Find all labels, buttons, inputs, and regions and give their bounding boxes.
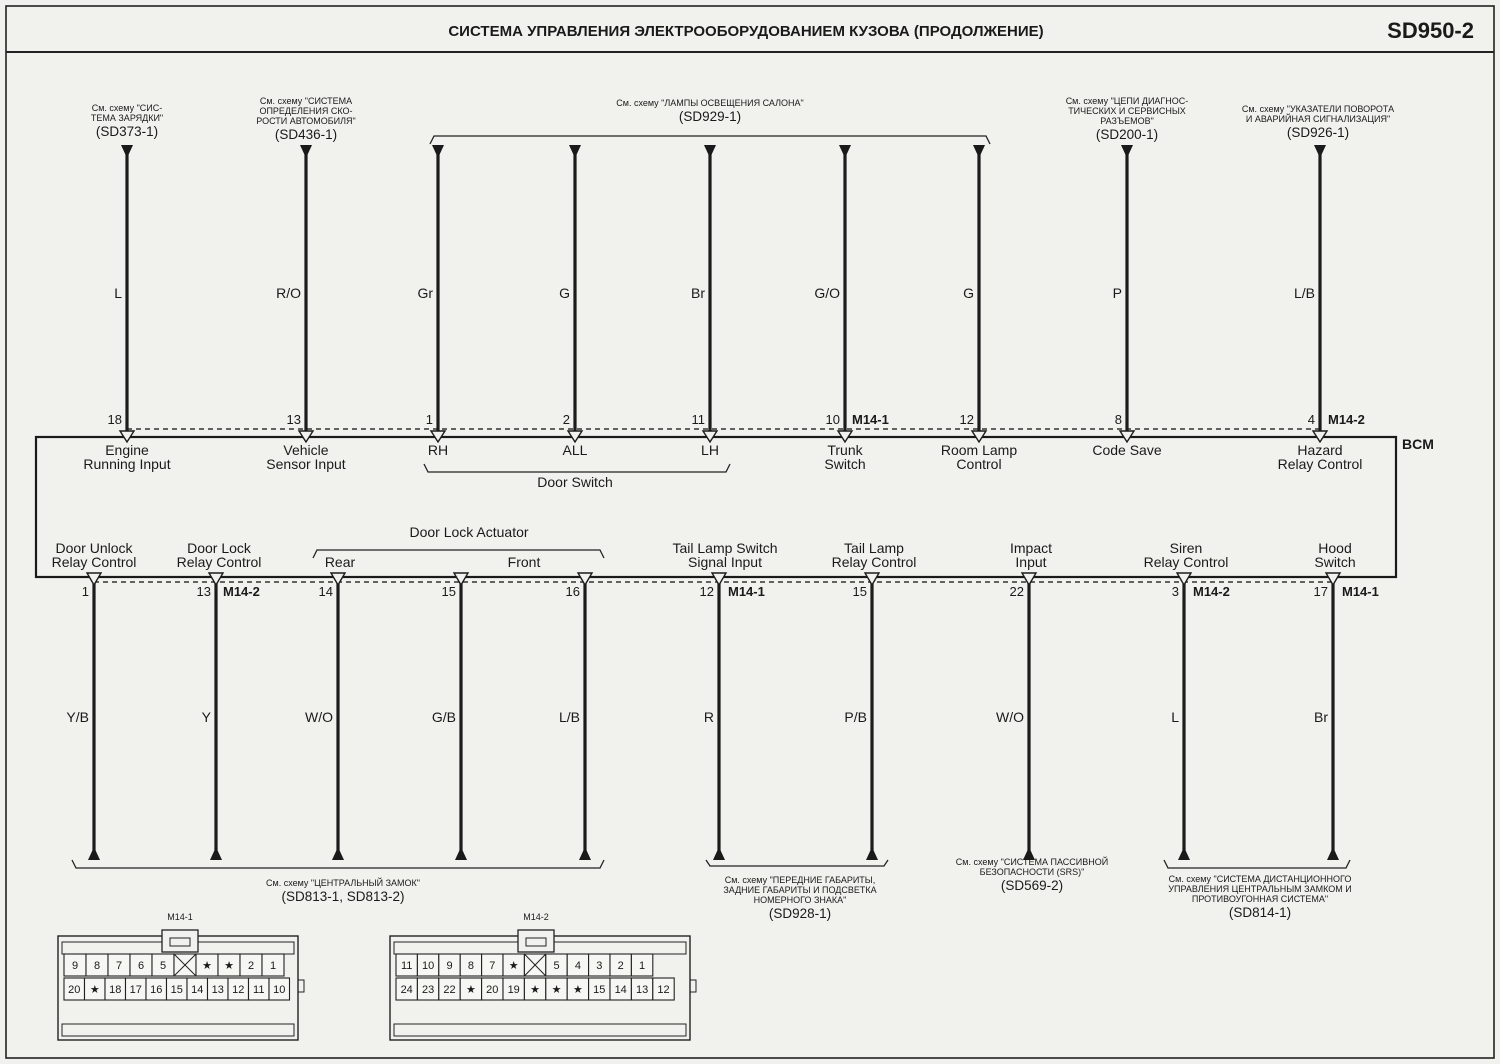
door-lock-actuator-label: Door Lock Actuator (409, 524, 529, 540)
reference-note: ЗАДНИЕ ГАБАРИТЫ И ПОДСВЕТКА (723, 885, 877, 895)
wire-color-label: G (963, 285, 974, 301)
connector-pin-label: 12 (657, 984, 670, 996)
terminal-label: Input (1015, 554, 1047, 570)
reference-code: (SD926-1) (1286, 125, 1350, 140)
wire-end-arrow (569, 145, 581, 158)
reference-note: УПРАВЛЕНИЯ ЦЕНТРАЛЬНЫМ ЗАМКОМ И (1168, 884, 1352, 894)
reference-note: См. схему "СИС- (91, 103, 163, 113)
connector-pin-label: 6 (137, 960, 145, 972)
reference-note: РАЗЪЕМОВ" (1100, 116, 1154, 126)
connector-face-view (58, 912, 304, 1040)
connector-pin-label: ★ (508, 960, 519, 972)
wire-end-arrow (1121, 145, 1133, 158)
connector-pin-label: 10 (273, 984, 286, 996)
connector-id: M14-1 (728, 584, 765, 599)
page-title: СИСТЕМА УПРАВЛЕНИЯ ЭЛЕКТРООБОРУДОВАНИЕМ КУЗОВА (ПРОДОЛЖЕНИЕ) (448, 23, 1044, 40)
connector-pin-label: 22 (443, 984, 456, 996)
terminal-label: Tail Lamp (844, 540, 904, 556)
reference-note: ПРОТИВОУГОННАЯ СИСТЕМА" (1191, 894, 1329, 904)
reference-note: БЕЗОПАСНОСТИ (SRS)" (979, 867, 1085, 877)
connector-id: M14-1 (1342, 584, 1379, 599)
connector-pin-label: 19 (507, 984, 520, 996)
connector-pin-label: 20 (68, 984, 81, 996)
wire-end-arrow (839, 145, 851, 158)
reference-note: См. схему "СИСТЕМА ПАССИВНОЙ (955, 857, 1109, 867)
wire-color-label: R (703, 709, 714, 725)
connector-pin-label: 23 (421, 984, 435, 996)
connector-latch (518, 930, 554, 952)
connector-pin-label: 24 (400, 984, 413, 996)
connector-face-view (390, 912, 696, 1040)
terminal-label: Relay Control (1143, 554, 1229, 570)
wire-end-arrow (210, 847, 222, 860)
wire-color-label: L/B (558, 709, 580, 725)
connector-pin-label: 9 (446, 960, 453, 972)
reference-note: См. схему "ПЕРЕДНИЕ ГАБАРИТЫ, (724, 875, 876, 885)
reference-code: (SD929-1) (678, 109, 742, 124)
reference-code: (SD928-1) (768, 906, 832, 921)
terminal-label: Relay Control (831, 554, 917, 570)
connector-pin-label: 7 (115, 960, 123, 972)
connector-id: M14-2 (223, 584, 260, 599)
wire-color-label: P/B (844, 709, 867, 725)
connector-pin-label: ★ (465, 984, 476, 996)
reference-code: (SD200-1) (1095, 127, 1159, 142)
pin-terminal (87, 573, 101, 585)
terminal-label: Vehicle (283, 442, 329, 458)
reference-note: См. схему "ЛАМПЫ ОСВЕЩЕНИЯ САЛОНА" (616, 98, 804, 108)
pin-number: 16 (565, 584, 580, 599)
reference-code: (SD373-1) (95, 124, 159, 139)
connector-pin-label: 4 (574, 960, 581, 972)
wire-color-label: Br (1314, 709, 1328, 725)
bottom-wires (52, 540, 1379, 860)
pin-terminal (209, 573, 223, 585)
wire-color-label: W/O (996, 709, 1024, 725)
connector-pin-label: 5 (159, 960, 167, 972)
pin-number: 12 (959, 412, 974, 427)
connector-pin-label: 12 (232, 984, 245, 996)
pin-terminal (1022, 573, 1036, 585)
bcm-label: BCM (1402, 436, 1434, 452)
wire-end-arrow (1178, 847, 1190, 860)
pin-number: 15 (441, 584, 456, 599)
tail-lamp-bracket (706, 860, 888, 866)
terminal-label: Code Save (1092, 442, 1162, 458)
connector-pin-label: 5 (553, 960, 560, 972)
pin-number: 13 (196, 584, 211, 599)
reference-code: (SD569-2) (1000, 878, 1064, 893)
pin-terminal (454, 573, 468, 585)
terminal-label: Relay Control (51, 554, 137, 570)
wire-color-label: G/O (814, 285, 840, 301)
connector-pin-label: 8 (467, 960, 474, 972)
pin-number: 8 (1114, 412, 1122, 427)
reference-note: ТЕМА ЗАРЯДКИ" (90, 113, 164, 123)
terminal-label: Tail Lamp Switch (672, 540, 778, 556)
pin-number: 15 (852, 584, 867, 599)
connector-pin-label: 14 (614, 984, 627, 996)
reference-note: ТИЧЕСКИХ И СЕРВИСНЫХ (1068, 106, 1186, 116)
reference-note: ОПРЕДЕЛЕНИЯ СКО- (259, 106, 353, 116)
terminal-label: Switch (824, 456, 866, 472)
connector-pin-label: ★ (551, 984, 562, 996)
reference-note: См. схему "СИСТЕМА ДИСТАНЦИОННОГО (1168, 874, 1352, 884)
connector-views (58, 912, 696, 1040)
terminal-label: Hazard (1297, 442, 1343, 458)
terminal-label: Trunk (827, 442, 863, 458)
terminal-label: Door Lock (187, 540, 251, 556)
reference-code: (SD436-1) (274, 127, 338, 142)
wire-color-label: L (114, 285, 122, 301)
connector-pin-label: 2 (617, 960, 624, 972)
central-lock-bracket (72, 860, 604, 868)
wire-end-arrow (455, 847, 467, 860)
lamps-bracket (430, 136, 990, 144)
terminal-label: Relay Control (176, 554, 262, 570)
connector-id: M14-2 (1328, 412, 1365, 427)
terminal-label: Running Input (83, 456, 171, 472)
reference-code: (SD813-1, SD813-2) (281, 889, 405, 904)
connector-pin-label: 10 (421, 960, 435, 972)
pin-terminal (578, 573, 592, 585)
connector-pin-label: 13 (635, 984, 649, 996)
wire-end-arrow (88, 847, 100, 860)
pin-number: 18 (107, 412, 122, 427)
terminal-label: Relay Control (1277, 456, 1363, 472)
reference-note: См. схему "ЦЕНТРАЛЬНЫЙ ЗАМОК" (266, 878, 420, 888)
pin-number: 13 (286, 412, 301, 427)
wire-end-arrow (866, 847, 878, 860)
wire-color-label: G/B (431, 709, 456, 725)
connector-pin-label: 11 (253, 984, 265, 996)
connector-pin-label: 15 (170, 984, 183, 996)
terminal-label: Engine (105, 442, 149, 458)
wire-end-arrow (300, 145, 312, 158)
terminal-label: Control (956, 456, 1002, 472)
terminal-label: Switch (1314, 554, 1356, 570)
connector-id: M14-1 (852, 412, 889, 427)
pin-terminal (1326, 573, 1340, 585)
terminal-label: RH (427, 442, 449, 458)
wire-color-label: Y/B (66, 709, 89, 725)
wire-end-arrow (332, 847, 344, 860)
wire-end-arrow (713, 847, 725, 860)
top-references (91, 96, 1394, 142)
connector-latch (162, 930, 198, 952)
pin-terminal (712, 573, 726, 585)
pin-number: 22 (1009, 584, 1024, 599)
reference-note: РОСТИ АВТОМОБИЛЯ" (256, 116, 356, 126)
connector-pin-label: ★ (530, 984, 541, 996)
wire-end-arrow (121, 145, 133, 158)
connector-view-title: M14-2 (523, 912, 549, 922)
pin-number: 1 (425, 412, 433, 427)
terminal-label: Rear (324, 554, 356, 570)
connector-pin-label: 16 (150, 984, 163, 996)
connector-view-title: M14-1 (167, 912, 193, 922)
connector-pin-label: 18 (109, 984, 122, 996)
wire-color-label: R/O (276, 285, 301, 301)
pin-number: 3 (1171, 584, 1179, 599)
connector-pin-label: 15 (593, 984, 606, 996)
wire-end-arrow (704, 145, 716, 158)
pin-number: 4 (1307, 412, 1315, 427)
wire-end-arrow (1327, 847, 1339, 860)
pin-number: 11 (691, 412, 705, 427)
connector-pin-label: 14 (191, 984, 204, 996)
wire-color-label: Y (201, 709, 211, 725)
wire-end-arrow (973, 145, 985, 158)
connector-pin-label: ★ (202, 960, 212, 972)
pin-number: 2 (562, 412, 570, 427)
connector-pin-label: 3 (596, 960, 603, 972)
connector-pin-label: 8 (93, 960, 101, 972)
terminal-label: Room Lamp (940, 442, 1018, 458)
wire-end-arrow (1314, 145, 1326, 158)
connector-pin-label: 1 (639, 960, 646, 972)
terminal-label: ALL (562, 442, 588, 458)
reference-note: И АВАРИЙНАЯ СИГНАЛИЗАЦИЯ" (1245, 114, 1391, 124)
wire-color-label: L (1171, 709, 1179, 725)
connector-pin-label: ★ (572, 984, 583, 996)
wire-color-label: L/B (1293, 285, 1315, 301)
reference-note: См. схему "ЦЕПИ ДИАГНОС- (1065, 96, 1189, 106)
connector-pin-label: 9 (71, 960, 79, 972)
wire-color-label: Gr (417, 285, 433, 301)
pin-number: 14 (318, 584, 333, 599)
terminal-label: Hood (1318, 540, 1352, 556)
pin-terminal (865, 573, 879, 585)
diagram-code: SD950-2 (1387, 18, 1474, 43)
remote-lock-bracket (1164, 860, 1350, 868)
wire-end-arrow (579, 847, 591, 860)
terminal-label: Siren (1169, 540, 1203, 556)
connector-pin-label: 13 (211, 984, 224, 996)
wire-color-label: P (1112, 285, 1122, 301)
connector-pin-label: 17 (129, 984, 142, 996)
terminal-label: Impact (1009, 540, 1053, 556)
terminal-label: Sensor Input (266, 456, 346, 472)
connector-pin-label: 7 (489, 960, 496, 972)
terminal-label: Signal Input (688, 554, 762, 570)
connector-pin-label: 11 (400, 960, 413, 972)
connector-side-tab (690, 980, 696, 992)
reference-note: НОМЕРНОГО ЗНАКА" (753, 895, 847, 905)
connector-id: M14-2 (1193, 584, 1230, 599)
pin-number: 12 (699, 584, 714, 599)
connector-pin-label: 1 (269, 960, 277, 972)
connector-pin-label: 20 (486, 984, 499, 996)
wire-color-label: Br (691, 285, 705, 301)
reference-note: См. схему "УКАЗАТЕЛИ ПОВОРОТА (1241, 104, 1395, 114)
terminal-label: Front (507, 554, 541, 570)
reference-note: См. схему "СИСТЕМА (259, 96, 353, 106)
connector-pin-label: ★ (224, 960, 234, 972)
wire-color-label: W/O (305, 709, 333, 725)
terminal-label: LH (701, 442, 719, 458)
pin-number: 10 (825, 412, 840, 427)
pin-number: 1 (81, 584, 89, 599)
connector-pin-label: ★ (89, 984, 100, 996)
pin-number: 17 (1313, 584, 1328, 599)
top-wires (83, 145, 1364, 472)
connector-pin-label: 2 (247, 960, 255, 972)
door-switch-label: Door Switch (537, 474, 613, 490)
terminal-label: Door Unlock (55, 540, 133, 556)
pin-terminal (331, 573, 345, 585)
wire-color-label: G (559, 285, 570, 301)
reference-code: (SD814-1) (1228, 905, 1292, 920)
connector-side-tab (298, 980, 304, 992)
pin-terminal (1177, 573, 1191, 585)
wire-end-arrow (432, 145, 444, 158)
